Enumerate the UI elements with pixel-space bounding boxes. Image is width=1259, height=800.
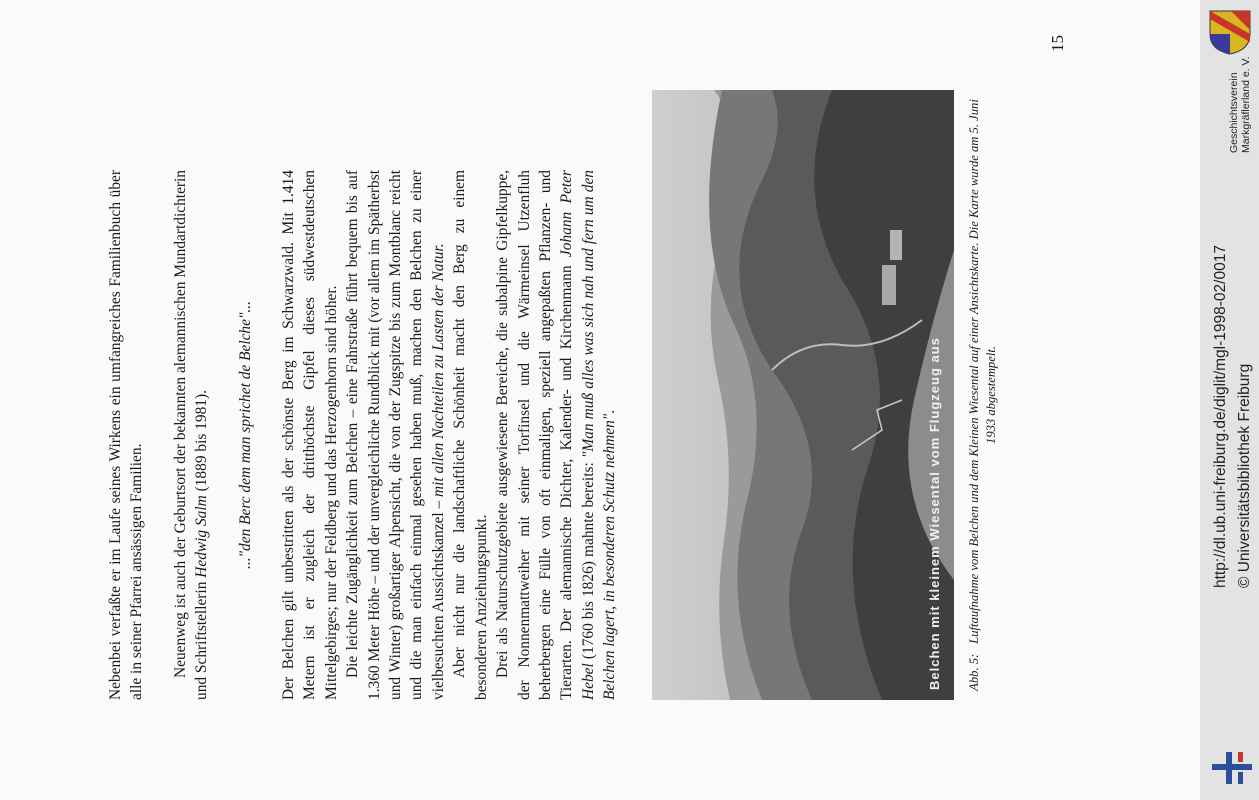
- aerial-photo: [652, 90, 954, 700]
- paragraph-family-book: Nebenbei verfaßte er im Laufe seines Wirkens ein umfangreiches Familienbuch über alle in seiner Pfarrei ansässigen Familien.: [107, 170, 146, 700]
- paragraph-attraction: Aber nicht nur die landschaftliche Schönheit macht den Berg zu einem besonderen Anziehungspunkt.: [451, 170, 490, 700]
- caption-label: Abb. 5:: [967, 653, 981, 691]
- source-url[interactable]: http://dl.ub.uni-freiburg.de/diglit/mgl-1998-02/0017: [1212, 245, 1229, 588]
- name-hedwig-salm: Hedwig Salm: [193, 495, 211, 578]
- section-heading-quote: ..."den Berc dem man sprichet de Belche"...: [236, 301, 254, 569]
- figure-caption: [966, 90, 1000, 700]
- body-text: [105, 170, 621, 700]
- hebel-quote: "Man muß alles was sich nah und fern um den Belchen lagert, in besonderen Schutz nehmen": [579, 170, 619, 700]
- paragraph-belchen-intro: Der Belchen gilt unbestritten als der schönste Berg im Schwarzwald. Mit 1.414 Metern ist er zugleich der dritthöchste Gipfel dieses südwestdeutschen Mittelgebirges; nur der Feldberg und das Herzogenhorn sind höher.: [280, 170, 340, 700]
- paragraph-nature-reserves: Drei als Naturschutzgebiete ausgewiesene Bereiche, die subalpine Gipfelkuppe, der Nonnenmattweiher mit seiner Torfinsel und die Wärmeinsel Utzenfluh beherbergen eine Fülle von oft einmaligen, speziell angepaßten Pflanzen- und Tierarten. Der alemannische Dichter, Kalender- und Kirchenmann Johann Peter Hebel (1760 bis 1826) mahnte bereits: "Man muß alles was sich nah und fern um den Belchen lagert, in besonderen Schutz nehmen".: [494, 170, 619, 700]
- page-number: 15: [1048, 35, 1067, 52]
- society-name-line2: Markgräflerland e. V.: [1240, 56, 1252, 153]
- name-hebel: Johann Peter Hebel: [558, 170, 597, 700]
- society-name-line1: Geschichtsverein: [1228, 72, 1240, 153]
- aerial-photo-drawing: [652, 90, 954, 700]
- photo-label: Belchen mit kleinem Wiesental vom Flugzeug aus: [927, 337, 942, 690]
- caption-text: Luftaufnahme vom Belchen und dem Kleinen Wiesental auf einer Ansichtskarte. Die Karte wurde am 5. Juni 1933 abgestempelt.: [967, 99, 998, 644]
- paragraph-neuenweg: Neuenweg ist auch der Geburtsort der bekannten alemannischen Mundartdichterin und Schriftstellerin Hedwig Salm (1889 bis 1981).: [171, 170, 211, 700]
- coat-of-arms-icon: [1207, 8, 1253, 56]
- paragraph-accessibility: Die leichte Zugänglichkeit zum Belchen – eine Fahrstraße führt bequem bis auf 1.360 Meter Höhe – und der unvergleichliche Rundblick mit (vor allem im Spätherbst und Winter) großartiger Alpensicht, die von der Zugspitze bis zum Montblanc reicht und die man einfach einmal gesehen haben muß, machen den Belchen zu einer vielbesuchten Aussichtskanzel – mit allen Nachteilen zu Lasten der Natur.: [344, 170, 447, 700]
- university-library-logo-icon: [1210, 748, 1254, 788]
- copyright-notice: © Universitätsbibliothek Freiburg: [1236, 363, 1253, 588]
